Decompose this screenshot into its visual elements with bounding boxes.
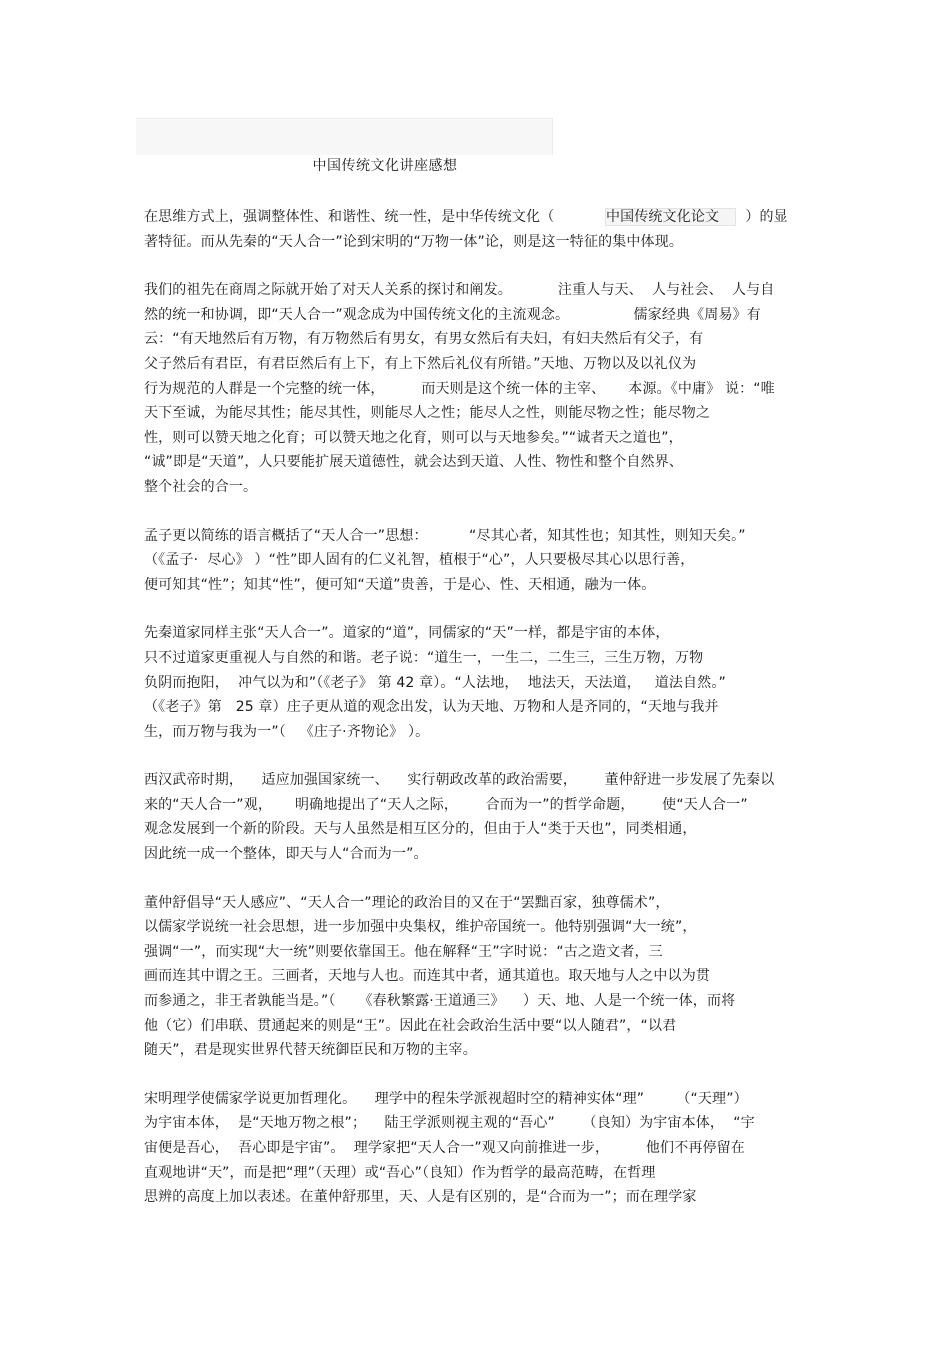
paragraph-line: 著特征。而从先秦的“天人合一”论到宋明的“万物一体”论，则是这一特征的集中体现。 xyxy=(144,233,684,250)
paragraph-line xyxy=(144,205,814,230)
paragraph-line: 生，而万物与我为一”（ 《庄子·齐物论》 ）。 xyxy=(144,723,430,740)
paragraph-line: 观念发展到一个新的阶段。天与人虽然是相互区分的，但由于人“类于天也”，同类相通， xyxy=(144,821,697,838)
paragraph-3 xyxy=(144,524,814,598)
paragraph-line: 宋明理学使儒家学说更加哲理化。 理学中的程朱学派视超时空的精神实体“理” （“天理”） xyxy=(144,1090,748,1107)
document-body xyxy=(144,205,814,1234)
paragraph-line: 然的统一和协调，即“天人合一”观念成为中国传统文化的主流观念。 儒家经典《周易》有 xyxy=(144,306,761,323)
paragraph-line: 直观地讲“天”，而是把“理”（天理）或“吾心”（良知）作为哲学的最高范畴，在哲理 xyxy=(144,1164,656,1181)
paragraph-line: 宙便是吾心， 吾心即是宇宙”。 理学家把“天人合一”观又向前推进一步， 他们不再停留在 xyxy=(144,1140,745,1156)
paragraph-line: 为宇宙本体， 是“天地万物之根”； 陆王学派则视主观的“吾心” （良知）为宇宙本体， “宇 xyxy=(144,1115,755,1132)
header-box xyxy=(136,118,553,155)
line-text-pre: 在思维方式上，强调整体性、和谐性、统一性，是中华传统文化（ xyxy=(144,209,605,225)
paragraph-line: 随天”，君是现实世界代替天统御臣民和万物的主宰。 xyxy=(144,1042,477,1059)
paragraph-line: 父子然后有君臣，有君臣然后有上下，有上下然后礼仪有所错。”天地、万物以及以礼仪为 xyxy=(144,355,697,372)
paragraph-line: 行为规范的人群是一个完整的统一体， 而天则是这个统一体的主宰、 本源。《中庸》 说：“唯 xyxy=(144,380,775,397)
paragraph-2 xyxy=(144,278,814,499)
paragraph-line: 而参通之，非王者孰能当是。”（ 《春秋繁露·王道通三》 ）天、地、人是一个统一体，而将 xyxy=(144,993,736,1010)
paper-link[interactable]: 中国传统文化论文 xyxy=(605,208,736,226)
paragraph-line: 天下至诚，为能尽其性；能尽其性，则能尽人之性；能尽人之性，则能尽物之性；能尽物之 xyxy=(144,405,710,422)
paragraph-line: 来的“天人合一”观， 明确地提出了“天人之际， 合而为一”的哲学命题， 使“天人合一” xyxy=(144,796,748,813)
paragraph-1 xyxy=(144,205,814,254)
paragraph-line: 负阴而抱阳， 冲气以为和”（《老子》 第 42 章）。“人法地， 地法天，天法道， 道法自然。” xyxy=(144,674,726,691)
paragraph-line: 董仲舒倡导“天人感应”、“天人合一”理论的政治目的又在于“罢黜百家，独尊儒术”， xyxy=(144,894,670,911)
paragraph-line: 因此统一成一个整体，即天与人“合而为一”。 xyxy=(144,846,428,863)
paragraph-line: 他（它）们串联、贯通起来的则是“王”。因此在社会政治生活中要“以人随君”，“以君 xyxy=(144,1017,677,1034)
paragraph-line: 孟子更以简练的语言概括了“天人合一”思想： “尽其心者，知其性也；知其性，则知天矣。” xyxy=(144,527,746,544)
paragraph-line: 整个社会的合一。 xyxy=(144,478,258,495)
paragraph-line: 画而连其中谓之王。三画者，天地与人也。而连其中者，通其道也。取天地与人之中以为贯 xyxy=(144,968,710,985)
paragraph-line: （《老子》第 25 章）庄子更从道的观念出发，认为天地、万物和人是齐同的，“天地与我并 xyxy=(144,699,719,716)
paragraph-line: 强调“一”，而实现“大一统”则要依靠国王。他在解释“王”字时说：“古之造文者，三 xyxy=(144,943,663,960)
paragraph-line: 先秦道家同样主张“天人合一”。道家的“道”，同儒家的“天”一样，都是宇宙的本体， xyxy=(144,625,670,642)
paragraph-5 xyxy=(144,768,814,866)
paragraph-4 xyxy=(144,621,814,744)
paragraph-line: 思辨的高度上加以表述。在董仲舒那里，天、人是有区别的，是“合而为一”；而在理学家 xyxy=(144,1189,697,1206)
page-title: 中国传统文化讲座感想 xyxy=(312,158,458,174)
paragraph-line: 我们的祖先在商周之际就开始了对天人关系的探讨和阐发。 注重人与天、 人与社会、 人与自 xyxy=(144,282,775,299)
paragraph-line: “诚”即是“天道”，人只要能扩展天道德性，就会达到天道、人性、物性和整个自然界、 xyxy=(144,454,684,471)
paragraph-7 xyxy=(144,1087,814,1210)
paragraph-line: （《孟子· 尽心》 ）“性”即人固有的仁义礼智，植根于“心”，人只要极尽其心以思行善， xyxy=(144,552,695,569)
paragraph-line: 性，则可以赞天地之化育；可以赞天地之化育，则可以与天地参矣。”“诚者天之道也”， xyxy=(144,429,683,446)
paragraph-line: 只不过道家更重视人与自然的和谐。老子说：“道生一，一生二，二生三，三生万物，万物 xyxy=(144,649,704,666)
paragraph-line: 以儒家学说统一社会思想，进一步加强中央集权，维护帝国统一。他特别强调“大一统”， xyxy=(144,919,697,936)
paragraph-6 xyxy=(144,891,814,1063)
line-text-post: ）的显 xyxy=(736,209,788,225)
paragraph-line: 便可知其“性”；知其“性”，便可知“天道”贵善，于是心、性、天相通，融为一体。 xyxy=(144,576,656,593)
paragraph-line: 云：“有天地然后有万物，有万物然后有男女，有男女然后有夫妇，有妇夫然后有父子，有 xyxy=(144,331,704,348)
paragraph-line: 西汉武帝时期， 适应加强国家统一、 实行朝政改革的政治需要， 董仲舒进一步发展了先秦以 xyxy=(144,772,775,789)
